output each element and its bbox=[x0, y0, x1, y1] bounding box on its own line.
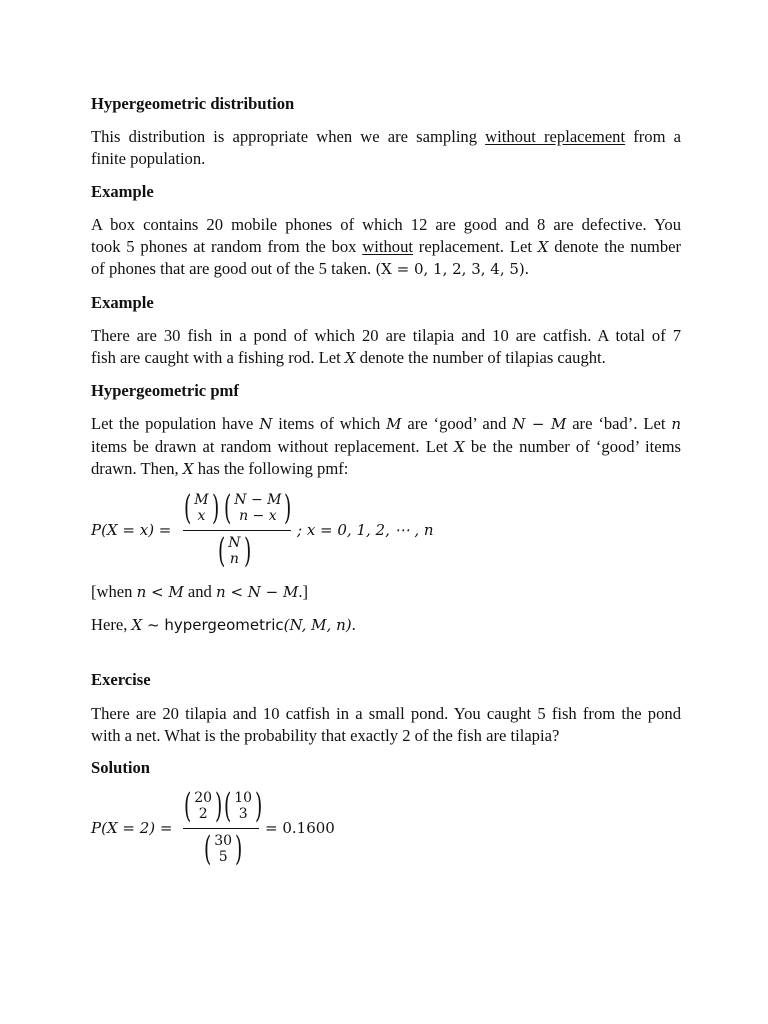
pmf-formula-range bbox=[297, 521, 434, 539]
left-paren: ( bbox=[223, 786, 232, 826]
pmf-range-text: ; x = 0, 1, 2, ⋯ , n bbox=[297, 521, 434, 539]
exercise-line-1: There are 20 tilapia and 10 catfish in a small pond. You caught 5 fish from the pond bbox=[91, 704, 681, 723]
math-x-values: (X = 0, 1, 2, 3, 4, 5) bbox=[375, 260, 525, 278]
math-var-x: X bbox=[344, 349, 356, 367]
pmf-formula bbox=[91, 488, 681, 572]
pmf-text: items of which bbox=[272, 414, 387, 433]
math-params: (N, M, n) bbox=[283, 616, 352, 634]
condition-text: and bbox=[183, 582, 217, 601]
pmf-line-3 bbox=[91, 459, 348, 479]
binom-top: 20 bbox=[194, 790, 213, 806]
pmf-text: drawn. Then, bbox=[91, 459, 183, 478]
right-paren: ) bbox=[243, 531, 251, 571]
example-1-line-2 bbox=[91, 237, 681, 257]
binom-stack bbox=[234, 790, 252, 822]
example-1-text-after: denote the number bbox=[548, 237, 682, 256]
math-var-N: N bbox=[259, 415, 273, 433]
binom-stack bbox=[214, 833, 232, 865]
math-var-M: M bbox=[386, 415, 402, 433]
binom-top: 30 bbox=[214, 833, 233, 849]
example-1-line-3 bbox=[91, 259, 529, 279]
pmf-heading: Hypergeometric pmf bbox=[91, 381, 239, 400]
binom-M-x bbox=[181, 488, 222, 528]
left-paren: ( bbox=[203, 829, 212, 869]
math-var-X: X bbox=[454, 438, 465, 456]
example-2-heading: Example bbox=[91, 293, 154, 312]
math-var-n: n bbox=[671, 415, 682, 433]
binom-20-2 bbox=[181, 786, 225, 826]
example-1-text: took 5 phones at random from the box bbox=[91, 237, 363, 256]
binom-top: N − M bbox=[234, 492, 282, 508]
left-paren: ( bbox=[183, 488, 192, 528]
binom-N-minus-M bbox=[221, 488, 295, 528]
right-paren: ) bbox=[235, 829, 243, 869]
binom-top: 10 bbox=[234, 790, 253, 806]
notation-line bbox=[91, 615, 356, 635]
intro-text: This distribution is appropriate when we are sampling bbox=[91, 127, 486, 146]
intro-line-2: finite population. bbox=[91, 149, 206, 168]
hypergeometric-word: hypergeometric bbox=[164, 616, 284, 634]
binom-N-n bbox=[215, 531, 254, 571]
solution-heading: Solution bbox=[91, 758, 151, 777]
pmf-text: are ‘bad’. Let bbox=[566, 414, 672, 433]
example-2-text-after: denote the number of tilapias caught. bbox=[355, 348, 606, 367]
binom-top: N bbox=[228, 535, 241, 551]
example-1-heading: Example bbox=[91, 182, 154, 201]
notation-text: Here, bbox=[91, 615, 132, 634]
math-N-minus-M: N − M bbox=[512, 415, 567, 433]
math-var-x: X bbox=[537, 238, 549, 256]
example-2-line-2 bbox=[91, 348, 606, 368]
solution-formula bbox=[91, 786, 681, 872]
without-replacement-underlined: without replacement bbox=[485, 127, 626, 146]
example-1-period: . bbox=[524, 259, 529, 278]
intro-line-1 bbox=[91, 127, 681, 147]
left-paren: ( bbox=[217, 531, 226, 571]
binom-bottom: n bbox=[229, 551, 239, 567]
math-n-lt-M: n < M bbox=[136, 583, 184, 601]
right-paren: ) bbox=[284, 488, 292, 528]
right-paren: ) bbox=[215, 786, 223, 826]
example-1-text-mid: replacement. Let bbox=[413, 237, 538, 256]
pmf-line-2 bbox=[91, 437, 681, 457]
binom-bottom: 2 bbox=[198, 806, 208, 822]
binom-bottom: n − x bbox=[239, 508, 277, 524]
pmf-formula-lhs bbox=[91, 521, 171, 539]
left-paren: ( bbox=[223, 488, 232, 528]
math-var-X: X bbox=[182, 460, 194, 478]
solution-lhs-text: P(X = 2) = bbox=[91, 819, 173, 837]
example-2-line-1: There are 30 fish in a pond of which 20 are tilapia and 10 are catfish. A total of 7 bbox=[91, 326, 681, 345]
math-n-lt-N-minus-M: n < N − M bbox=[216, 583, 299, 601]
section-heading-hypergeometric: Hypergeometric distribution bbox=[91, 94, 295, 113]
binom-stack bbox=[228, 535, 240, 567]
notation-period: . bbox=[351, 615, 356, 634]
binom-bottom: 5 bbox=[218, 849, 228, 865]
solution-result: = 0.1600 bbox=[265, 819, 335, 837]
right-paren: ) bbox=[255, 786, 263, 826]
binom-stack bbox=[194, 492, 208, 524]
condition-text: [when bbox=[91, 582, 137, 601]
pmf-text: be the number of ‘good’ items bbox=[464, 437, 681, 456]
binom-30-5 bbox=[201, 829, 245, 869]
pmf-lhs-text: P(X = x) = bbox=[91, 521, 172, 539]
pmf-line-1 bbox=[91, 414, 681, 434]
intro-text-after: from a bbox=[625, 127, 681, 146]
pmf-condition bbox=[91, 582, 308, 602]
binom-bottom: 3 bbox=[238, 806, 248, 822]
condition-text: .] bbox=[298, 582, 309, 601]
exercise-heading: Exercise bbox=[91, 670, 151, 689]
example-2-text: fish are caught with a fishing rod. Let bbox=[91, 348, 345, 367]
left-paren: ( bbox=[183, 786, 192, 826]
binom-bottom: x bbox=[197, 508, 206, 524]
pmf-text: has the following pmf: bbox=[193, 459, 349, 478]
without-underlined: without bbox=[362, 237, 413, 256]
binom-stack bbox=[194, 790, 212, 822]
solution-lhs bbox=[91, 819, 172, 837]
pmf-text: are ‘good’ and bbox=[401, 414, 513, 433]
example-1-text: of phones that are good out of the 5 taken. bbox=[91, 259, 376, 278]
binom-10-3 bbox=[221, 786, 265, 826]
binom-top: M bbox=[194, 492, 209, 508]
pmf-text: Let the population have bbox=[91, 414, 260, 433]
exercise-line-2: with a net. What is the probability that exactly 2 of the fish are tilapia? bbox=[91, 726, 560, 745]
binom-stack bbox=[234, 492, 281, 524]
example-1-line-1: A box contains 20 mobile phones of which 12 are good and 8 are defective. You bbox=[91, 215, 681, 234]
math-X-tilde: X ~ bbox=[131, 616, 165, 634]
pmf-text: items be drawn at random without replacement. Let bbox=[91, 437, 454, 456]
right-paren: ) bbox=[211, 488, 219, 528]
